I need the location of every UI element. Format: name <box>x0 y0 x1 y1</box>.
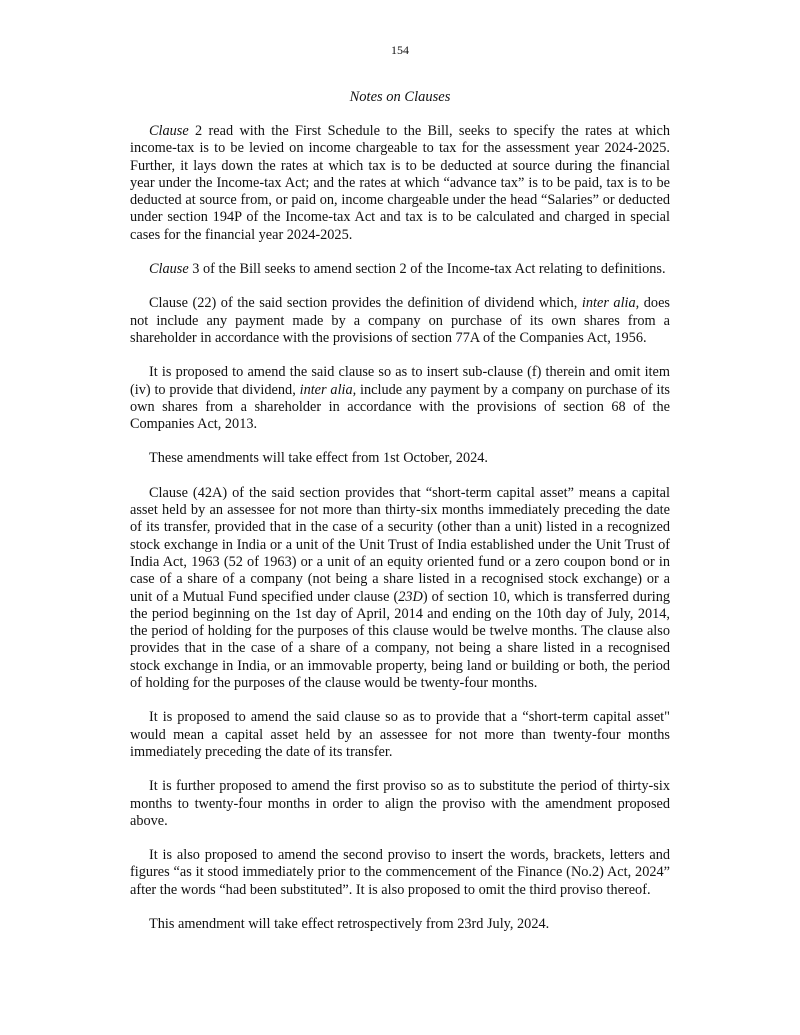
page-title: Notes on Clauses <box>349 89 451 105</box>
paragraph-p10 <box>130 916 670 933</box>
paragraph-p1 <box>130 123 670 244</box>
paragraph-text-segment: It is proposed to amend the said clause so as to insert sub-clause (f) therein and omit item (iv) to provide that dividend, <box>130 364 670 398</box>
paragraph-text-segment: 23D <box>398 588 423 605</box>
paragraph-text-segment: These amendments will take effect from 1st October, 2024. <box>149 450 489 467</box>
paragraph-p5 <box>130 450 670 467</box>
paragraph-text-segment: ) of section 10, which is transferred during the period beginning on the 1st day of April, 2014 and ending on the 10th day of July, 2014, the period of holding for the purposes of this clause would be twelve months. The clause also provides that in the case of a share of a company, not being a share listed in a recognised stock exchange in India, or an immovable property, being land or building or both, the period of holding for the purposes of the clause would be twenty-four months. <box>130 588 670 692</box>
paragraph-text-segment: It is also proposed to amend the second proviso to insert the words, brackets, letters and figures “as it stood immediately prior to the commencement of the Finance (No.2) Act, 2024” after the words “had been substituted”. It is also proposed to omit the third proviso thereof. <box>130 847 670 898</box>
paragraph-p3 <box>130 295 670 347</box>
paragraph-p8 <box>130 778 670 830</box>
document-body <box>130 123 670 950</box>
paragraph-text-segment: 3 of the Bill seeks to amend section 2 of the Income-tax Act relating to definitions. <box>188 261 666 278</box>
paragraph-p2 <box>130 261 670 278</box>
paragraph-text-segment: This amendment will take effect retrospectively from 23rd July, 2024. <box>149 915 550 932</box>
paragraph-p7 <box>130 709 670 761</box>
paragraph-p4 <box>130 364 670 433</box>
paragraph-text-segment: It is further proposed to amend the first proviso so as to substitute the period of thirty-six months to twenty-four months in order to align the proviso with the amendment proposed above. <box>130 778 670 829</box>
paragraph-p9 <box>130 847 670 899</box>
paragraph-text-segment: inter alia, <box>581 295 640 312</box>
paragraph-text-segment: include any payment by a company on purchase of its own shares from a shareholder in accordance with the provisions of section 68 of the Companies Act, 2013. <box>130 381 670 433</box>
paragraph-text-segment: 2 read with the First Schedule to the Bill, seeks to specify the rates at which income-tax is to be levied on income chargeable to tax for the assessment year 2024-2025. Further, it lays down the rates at which tax is to be deducted at source during the financial year under the Income-tax Act; and the rates at which “advance tax” is to be paid, tax is to be deducted at source from, or paid on, income chargeable under the head “Salaries” or deducted under section 194P of the Income-tax Act and tax is to be calculated and charged in special cases for the financial year 2024-2025. <box>130 123 670 243</box>
page-number: 154 <box>391 43 409 57</box>
paragraph-text-segment: does not include any payment made by a company on purchase of its own shares from a shareholder in accordance with the provisions of section 77A of the Companies Act, 1956. <box>130 295 670 346</box>
paragraph-text-segment: inter alia, <box>299 381 357 398</box>
paragraph-p6 <box>130 485 670 693</box>
paragraph-text-segment: Clause (22) of the said section provides the definition of dividend which, <box>149 295 582 312</box>
paragraph-text-segment: It is proposed to amend the said clause so as to provide that a “short-term capital asset" would mean a capital asset held by an assessee for not more than twenty-four months immediately preceding the date of its transfer. <box>130 709 670 760</box>
paragraph-text-segment: Clause <box>149 123 189 139</box>
paragraph-text-segment: Clause (42A) of the said section provides that “short-term capital asset” means a capital asset held by an assessee for not more than thirty-six months immediately preceding the date of its transfer, provided that in the case of a security (other than a unit) listed in a recognized stock exchange in India or a unit of the Unit Trust of India established under the Unit Trust of India Act, 1963 (52 of 1963) or a unit of an equity oriented fund or a zero coupon bond or in case of a share of a company (not being a share listed in a recognised stock exchange) or a unit of a Mutual Fund specified under clause ( <box>130 484 670 605</box>
paragraph-text-segment: Clause <box>149 261 189 278</box>
